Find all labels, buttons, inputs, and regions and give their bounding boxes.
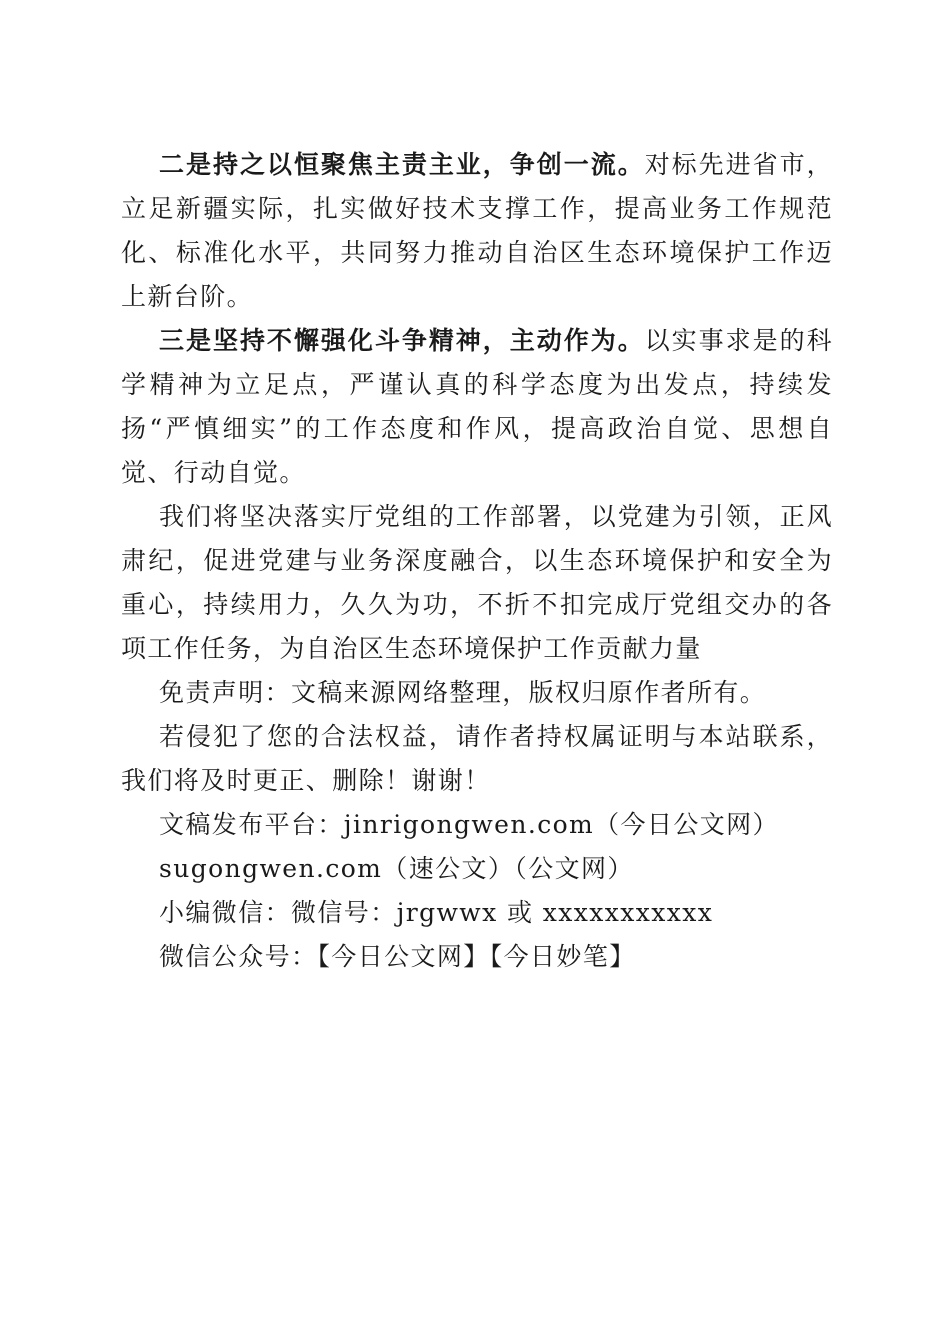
paragraph-conclusion <box>121 495 833 671</box>
secondary-site-line: sugongwen.com（速公文）（公文网） <box>159 854 634 883</box>
paragraph-lead-bold: 三是坚持不懈强化斗争精神，主动作为。 <box>159 326 645 355</box>
disclaimer-statement: 免责声明：文稿来源网络整理，版权归原作者所有。 <box>159 678 767 707</box>
document-body <box>121 143 833 979</box>
disclaimer-infringement: 若侵犯了您的合法权益，请作者持权属证明与本站联系，我们将及时更正、删除！谢谢！ <box>121 722 833 795</box>
paragraph-text: 对标先进省市，立足新疆实际，扎实做好技术支撑工作，提高业务工作规范化、标准化水平，共同努力推动自治区生态环境保护工作迈上新台阶。 <box>121 150 833 311</box>
paragraph-lead-bold: 二是持之以恒聚焦主责主业，争创一流。 <box>159 150 645 179</box>
paragraph-second-point <box>121 143 833 319</box>
official-account-line: 微信公众号：【今日公文网】【今日妙笔】 <box>159 942 636 971</box>
publish-platform-line: 文稿发布平台：jinrigongwen.com（今日公文网） <box>159 810 779 839</box>
paragraph-third-point <box>121 319 833 495</box>
paragraph-text: 我们将坚决落实厅党组的工作部署，以党建为引领，正风肃纪，促进党建与业务深度融合，以生态环境保护和安全为重心，持续用力，久久为功，不折不扣完成厅党组交办的各项工作任务，为自治区生态环境保护工作贡献力量 <box>121 502 833 663</box>
editor-wechat-line: 小编微信：微信号：jrgwwx 或 xxxxxxxxxxx <box>159 898 714 927</box>
paragraph-text: 以实事求是的科学精神为立足点，严谨认真的科学态度为出发点，持续发扬“严慎细实”的工作态度和作风，提高政治自觉、思想自觉、行动自觉。 <box>121 326 833 487</box>
